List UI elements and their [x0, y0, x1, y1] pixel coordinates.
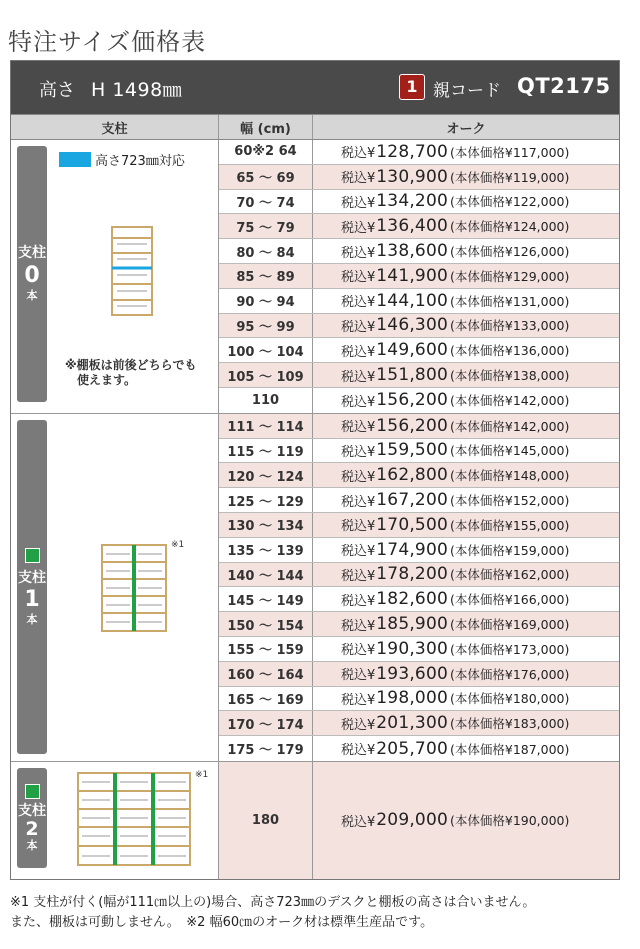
table-row — [219, 388, 619, 413]
width-cell: 155 〜 159 — [219, 637, 313, 661]
width-cell: 95 〜 99 — [219, 314, 313, 338]
price-prefix: 税込¥ — [341, 519, 376, 535]
price-amount: 162,800 — [376, 465, 448, 486]
base-price: (本体価格¥117,000) — [449, 144, 570, 160]
table-row — [219, 513, 619, 538]
table-row — [219, 463, 619, 488]
price-cell — [313, 289, 619, 313]
post-count: 2 — [25, 817, 39, 840]
price-rows — [219, 762, 619, 879]
price-prefix: 税込¥ — [341, 643, 376, 659]
footnote-1: ※1 支柱が付く(幅が111㎝以上の)場合、高さ723㎜のデスクと棚板の高さは合いません。 — [10, 895, 536, 910]
price-cell — [313, 662, 619, 686]
width-cell: 100 〜 104 — [219, 338, 313, 362]
price-cell — [313, 190, 619, 214]
price-cell — [313, 711, 619, 735]
price-prefix: 税込¥ — [341, 270, 376, 286]
price-cell — [313, 612, 619, 636]
base-price: (本体価格¥187,000) — [449, 741, 570, 757]
table-row — [219, 289, 619, 314]
price-cell — [313, 687, 619, 711]
price-amount: 134,200 — [376, 191, 448, 212]
table-row — [219, 314, 619, 339]
group-post-2 — [11, 762, 619, 879]
width-cell: 130 〜 134 — [219, 513, 313, 537]
base-price: (本体価格¥169,000) — [449, 617, 570, 633]
price-amount: 146,300 — [376, 315, 448, 336]
footnotes — [10, 893, 535, 933]
table-row — [219, 563, 619, 588]
price-amount: 144,100 — [376, 290, 448, 311]
price-cell — [313, 165, 619, 189]
price-amount: 149,600 — [376, 340, 448, 361]
width-cell: 75 〜 79 — [219, 214, 313, 238]
price-amount: 178,200 — [376, 564, 448, 585]
price-amount: 151,800 — [376, 365, 448, 386]
price-amount: 156,200 — [376, 390, 448, 411]
price-rows — [219, 414, 619, 761]
price-cell — [313, 513, 619, 537]
price-cell — [313, 439, 619, 463]
price-prefix: 税込¥ — [341, 394, 376, 410]
column-header-row — [11, 114, 619, 140]
base-price: (本体価格¥176,000) — [449, 666, 570, 682]
table-row — [219, 264, 619, 289]
base-price: (本体価格¥131,000) — [449, 293, 570, 309]
price-prefix: 税込¥ — [341, 171, 376, 187]
price-prefix: 税込¥ — [341, 668, 376, 684]
price-prefix: 税込¥ — [341, 220, 376, 236]
group-post-1 — [11, 414, 619, 762]
table-row — [219, 762, 619, 879]
price-prefix: 税込¥ — [341, 245, 376, 261]
post-label: 支柱 — [18, 569, 46, 586]
table-row — [219, 165, 619, 190]
price-prefix: 税込¥ — [341, 369, 376, 385]
table-row — [219, 239, 619, 264]
width-cell: 105 〜 109 — [219, 363, 313, 387]
price-amount: 201,300 — [376, 713, 448, 734]
width-cell: 110 — [219, 388, 313, 413]
table-row — [219, 612, 619, 637]
price-cell — [313, 314, 619, 338]
base-price: (本体価格¥180,000) — [449, 691, 570, 707]
price-cell — [313, 736, 619, 761]
price-cell — [313, 338, 619, 362]
table-row — [219, 214, 619, 239]
post-unit: 本 — [26, 839, 38, 853]
price-cell — [313, 239, 619, 263]
price-amount: 138,600 — [376, 241, 448, 262]
post-count: 1 — [24, 587, 40, 613]
table-header — [11, 61, 619, 114]
price-prefix: 税込¥ — [341, 814, 376, 830]
table-row — [219, 488, 619, 513]
base-price: (本体価格¥152,000) — [449, 493, 570, 509]
base-price: (本体価格¥119,000) — [449, 169, 570, 185]
post-count-bar — [17, 420, 47, 754]
price-prefix: 税込¥ — [341, 618, 376, 634]
price-prefix: 税込¥ — [341, 195, 376, 211]
table-row — [219, 736, 619, 761]
post-unit: 本 — [26, 289, 38, 303]
base-price: (本体価格¥124,000) — [449, 219, 570, 235]
price-cell — [313, 563, 619, 587]
price-amount: 156,200 — [376, 415, 448, 436]
group-label-cell — [11, 414, 219, 761]
price-amount: 182,600 — [376, 589, 448, 610]
price-prefix: 税込¥ — [341, 692, 376, 708]
price-cell — [313, 587, 619, 611]
price-amount: 130,900 — [376, 166, 448, 187]
price-amount: 190,300 — [376, 638, 448, 659]
price-amount: 198,000 — [376, 688, 448, 709]
table-row — [219, 140, 619, 165]
price-prefix: 税込¥ — [341, 420, 376, 436]
column-header-material: オーク — [446, 121, 486, 137]
height-value: H 1498㎜ — [91, 79, 183, 101]
width-cell: 60※2 64 — [219, 140, 313, 164]
width-cell: 140 〜 144 — [219, 563, 313, 587]
price-prefix: 税込¥ — [341, 444, 376, 460]
group-label-cell — [11, 140, 219, 413]
price-prefix: 税込¥ — [341, 717, 376, 733]
parent-code-label: 親コード — [433, 81, 501, 101]
width-cell: 85 〜 89 — [219, 264, 313, 288]
width-cell: 150 〜 154 — [219, 612, 313, 636]
table-row — [219, 439, 619, 464]
price-cell — [313, 214, 619, 238]
width-cell: 120 〜 124 — [219, 463, 313, 487]
base-price: (本体価格¥155,000) — [449, 517, 570, 533]
table-row — [219, 190, 619, 215]
shelf-illustration-2 — [77, 772, 193, 868]
price-prefix: 税込¥ — [341, 743, 376, 759]
price-rows — [219, 140, 619, 413]
price-cell — [313, 463, 619, 487]
base-price: (本体価格¥173,000) — [449, 641, 570, 657]
legend-label: 高さ723㎜対応 — [95, 154, 185, 169]
group-label-cell — [11, 762, 219, 879]
cyan-legend-swatch — [59, 152, 91, 167]
parent-code-value: QT2175 — [517, 74, 611, 98]
base-price: (本体価格¥166,000) — [449, 592, 570, 608]
base-price: (本体価格¥138,000) — [449, 368, 570, 384]
width-cell: 65 〜 69 — [219, 165, 313, 189]
price-prefix: 税込¥ — [341, 568, 376, 584]
base-price: (本体価格¥142,000) — [449, 393, 570, 409]
width-cell: 125 〜 129 — [219, 488, 313, 512]
base-price: (本体価格¥142,000) — [449, 418, 570, 434]
green-post-marker — [25, 548, 40, 563]
price-prefix: 税込¥ — [341, 469, 376, 485]
base-price: (本体価格¥145,000) — [449, 443, 570, 459]
shelf-illustration-1 — [101, 544, 171, 634]
price-amount: 209,000 — [376, 810, 448, 831]
post-count: 0 — [24, 263, 40, 289]
price-amount: 170,500 — [376, 514, 448, 535]
table-row — [219, 687, 619, 712]
table-row — [219, 711, 619, 736]
price-amount: 128,700 — [376, 141, 448, 162]
base-price: (本体価格¥129,000) — [449, 268, 570, 284]
price-cell — [313, 488, 619, 512]
width-cell: 180 — [219, 762, 313, 879]
group-post-0 — [11, 140, 619, 414]
price-prefix: 税込¥ — [341, 319, 376, 335]
post-count-bar — [17, 768, 47, 868]
price-table — [10, 60, 620, 880]
table-row — [219, 338, 619, 363]
page-title: 特注サイズ価格表 — [8, 28, 207, 56]
price-cell — [313, 538, 619, 562]
price-amount: 136,400 — [376, 216, 448, 237]
column-header-width: 幅 (cm) — [219, 115, 313, 139]
footnote-mark: ※1 — [195, 769, 209, 780]
post-label: 支柱 — [18, 802, 46, 819]
code-number-badge: 1 — [399, 74, 425, 100]
table-row — [219, 363, 619, 388]
base-price: (本体価格¥136,000) — [449, 343, 570, 359]
shelf-illustration-0 — [111, 226, 155, 318]
width-cell: 135 〜 139 — [219, 538, 313, 562]
footnote-2: また、棚板は可動しません。 ※2 幅60㎝のオーク材は標準生産品です。 — [10, 915, 434, 930]
base-price: (本体価格¥190,000) — [449, 813, 570, 829]
price-prefix: 税込¥ — [341, 494, 376, 510]
price-cell — [313, 762, 619, 879]
price-prefix: 税込¥ — [341, 593, 376, 609]
table-row — [219, 414, 619, 439]
post-label: 支柱 — [18, 245, 46, 262]
price-cell — [313, 363, 619, 387]
shelf-note: ※棚板は前後どちらでも 使えます。 — [65, 358, 197, 387]
width-cell: 165 〜 169 — [219, 687, 313, 711]
price-prefix: 税込¥ — [341, 344, 376, 360]
table-row — [219, 662, 619, 687]
post-count-bar — [17, 146, 47, 402]
width-cell: 175 〜 179 — [219, 736, 313, 761]
base-price: (本体価格¥159,000) — [449, 542, 570, 558]
width-cell: 145 〜 149 — [219, 587, 313, 611]
width-cell: 80 〜 84 — [219, 239, 313, 263]
price-cell — [313, 264, 619, 288]
base-price: (本体価格¥183,000) — [449, 716, 570, 732]
price-amount: 141,900 — [376, 265, 448, 286]
base-price: (本体価格¥126,000) — [449, 244, 570, 260]
height-label: 高さ — [39, 80, 75, 101]
price-amount: 159,500 — [376, 440, 448, 461]
base-price: (本体価格¥162,000) — [449, 567, 570, 583]
price-amount: 167,200 — [376, 490, 448, 511]
footnote-mark: ※1 — [171, 539, 185, 550]
price-amount: 193,600 — [376, 663, 448, 684]
table-row — [219, 587, 619, 612]
table-row — [219, 637, 619, 662]
width-cell: 90 〜 94 — [219, 289, 313, 313]
price-prefix: 税込¥ — [341, 295, 376, 311]
price-cell — [313, 637, 619, 661]
price-amount: 185,900 — [376, 614, 448, 635]
green-post-marker — [25, 784, 40, 799]
width-cell: 111 〜 114 — [219, 414, 313, 438]
price-cell — [313, 140, 619, 164]
column-header-post: 支柱 — [11, 115, 219, 139]
width-cell: 70 〜 74 — [219, 190, 313, 214]
post-unit: 本 — [26, 613, 38, 627]
base-price: (本体価格¥133,000) — [449, 318, 570, 334]
price-cell — [313, 388, 619, 413]
width-cell: 170 〜 174 — [219, 711, 313, 735]
table-row — [219, 538, 619, 563]
price-amount: 174,900 — [376, 539, 448, 560]
width-cell: 115 〜 119 — [219, 439, 313, 463]
width-cell: 160 〜 164 — [219, 662, 313, 686]
base-price: (本体価格¥122,000) — [449, 194, 570, 210]
price-prefix: 税込¥ — [341, 544, 376, 560]
base-price: (本体価格¥148,000) — [449, 468, 570, 484]
price-prefix: 税込¥ — [341, 146, 376, 162]
price-cell — [313, 414, 619, 438]
price-amount: 205,700 — [376, 738, 448, 759]
